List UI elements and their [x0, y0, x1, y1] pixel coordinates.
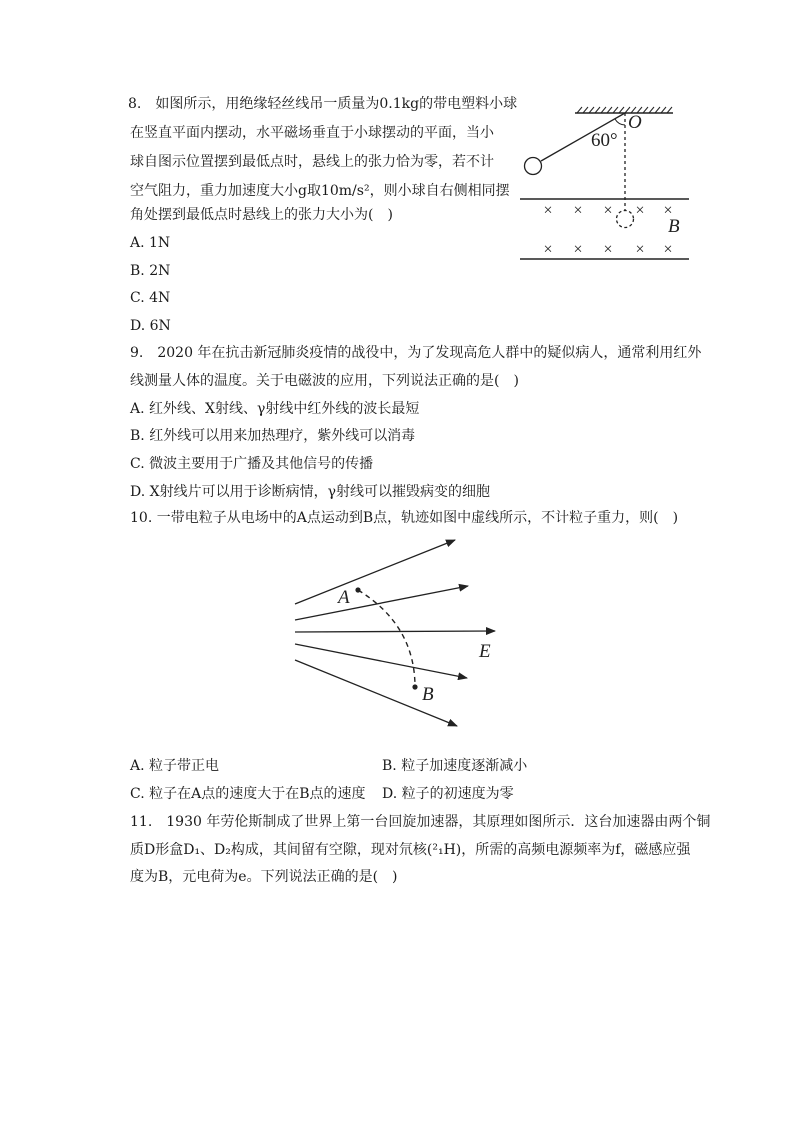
q10-point-a-label: A — [338, 587, 350, 608]
q8-cross: × — [603, 202, 613, 219]
q8-cross: × — [635, 202, 645, 219]
q9-option-c: C. 微波主要用于广播及其他信号的传播 — [130, 456, 374, 472]
q10-field-label: E — [479, 641, 491, 662]
q8-cross: × — [573, 241, 583, 258]
q10-field-line — [295, 644, 467, 678]
q10-field-line — [295, 631, 495, 632]
q11-line-2: 质D形盒D₁、D₂构成，其间留有空隙，现对氘核(²₁H)，所需的高频电源频率为f，磁感应强 — [130, 842, 691, 858]
q8-cross: × — [663, 241, 673, 258]
q8-line-1: 8. 如图所示，用绝缘轻丝线吊一质量为0.1kg的带电塑料小球 — [128, 96, 518, 112]
q9-option-d: D. X射线片可以用于诊断病情，γ射线可以摧毁病变的细胞 — [130, 484, 490, 500]
q8-cross: × — [603, 241, 613, 258]
q8-angle-label: 60° — [591, 130, 618, 151]
q10-field-line — [295, 586, 468, 620]
q10-field-figure — [285, 530, 510, 735]
q8-line-3: 球自图示位置摆到最低点时，悬线上的张力恰为零，若不计 — [130, 154, 494, 170]
q8-cross: × — [573, 202, 583, 219]
q8-line-5: 角处摆到最低点时悬线上的张力大小为( ) — [130, 207, 393, 223]
q8-pivot-label: O — [628, 112, 642, 133]
q9-line-1: 9. 2020 年在抗击新冠肺炎疫情的战役中，为了发现高危人群中的疑似病人，通常利用红外 — [130, 345, 702, 361]
q10-option-a: A. 粒子带正电 — [130, 758, 220, 774]
q11-line-1: 11. 1930 年劳伦斯制成了世界上第一台回旋加速器，其原理如图所示．这台加速器由两个铜 — [130, 814, 711, 830]
q8-option-d: D. 6N — [130, 318, 171, 334]
q9-option-a: A. 红外线、X射线、γ射线中红外线的波长最短 — [130, 401, 420, 417]
q8-line-4: 空气阻力，重力加速度大小g取10m/s²，则小球自右侧相同摆 — [130, 183, 510, 199]
q11-line-3: 度为B，元电荷为e。下列说法正确的是( ) — [130, 869, 398, 885]
q10-line-1: 10. 一带电粒子从电场中的A点运动到B点，轨迹如图中虚线所示，不计粒子重力，则( ) — [130, 510, 679, 526]
q8-cross: × — [635, 241, 645, 258]
q8-cross: × — [663, 202, 673, 219]
q8-pendulum-figure — [515, 95, 695, 270]
q8-field-label: B — [668, 216, 680, 237]
q10-point-b-label: B — [422, 684, 434, 705]
q9-option-b: B. 红外线可以用来加热理疗，紫外线可以消毒 — [130, 428, 416, 444]
q8-line-2: 在竖直平面内摆动，水平磁场垂直于小球摆动的平面，当小 — [130, 125, 494, 141]
q8-option-c: C. 4N — [130, 290, 171, 306]
q10-option-d: D. 粒子的初速度为零 — [382, 786, 514, 802]
q10-field-line — [295, 540, 455, 604]
q8-option-a: A. 1N — [130, 235, 171, 251]
q10-option-b: B. 粒子加速度逐渐减小 — [382, 758, 528, 774]
q8-option-b: B. 2N — [130, 263, 171, 279]
q8-cross: × — [543, 202, 553, 219]
q10-trajectory — [358, 590, 415, 687]
q8-ball — [525, 158, 542, 175]
q9-line-2: 线测量人体的温度。关于电磁波的应用，下列说法正确的是( ) — [130, 373, 519, 389]
q10-option-c: C. 粒子在A点的速度大于在B点的速度 — [130, 786, 366, 802]
q8-cross: × — [543, 241, 553, 258]
